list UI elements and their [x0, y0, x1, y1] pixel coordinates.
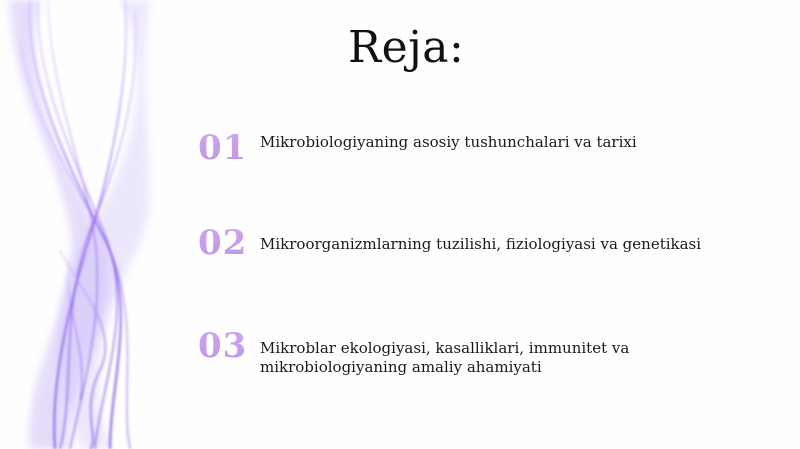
item-number-03: 03 [198, 326, 248, 366]
agenda-item-1: Mikrobiologiyaning asosiy tushunchalari va tarixi [260, 133, 637, 151]
agenda-item-3: Mikroblar ekologiyasi, kasalliklari, immunitet va mikrobiologiyaning amaliy ahamiyati [260, 339, 630, 376]
item-number-01: 01 [198, 128, 248, 168]
item-number-02: 02 [198, 223, 248, 263]
purple-smoke-decoration [0, 0, 200, 449]
slide-title: Reja: [348, 22, 465, 73]
agenda-item-2: Mikroorganizmlarning tuzilishi, fiziologiyasi va genetikasi [260, 235, 702, 253]
